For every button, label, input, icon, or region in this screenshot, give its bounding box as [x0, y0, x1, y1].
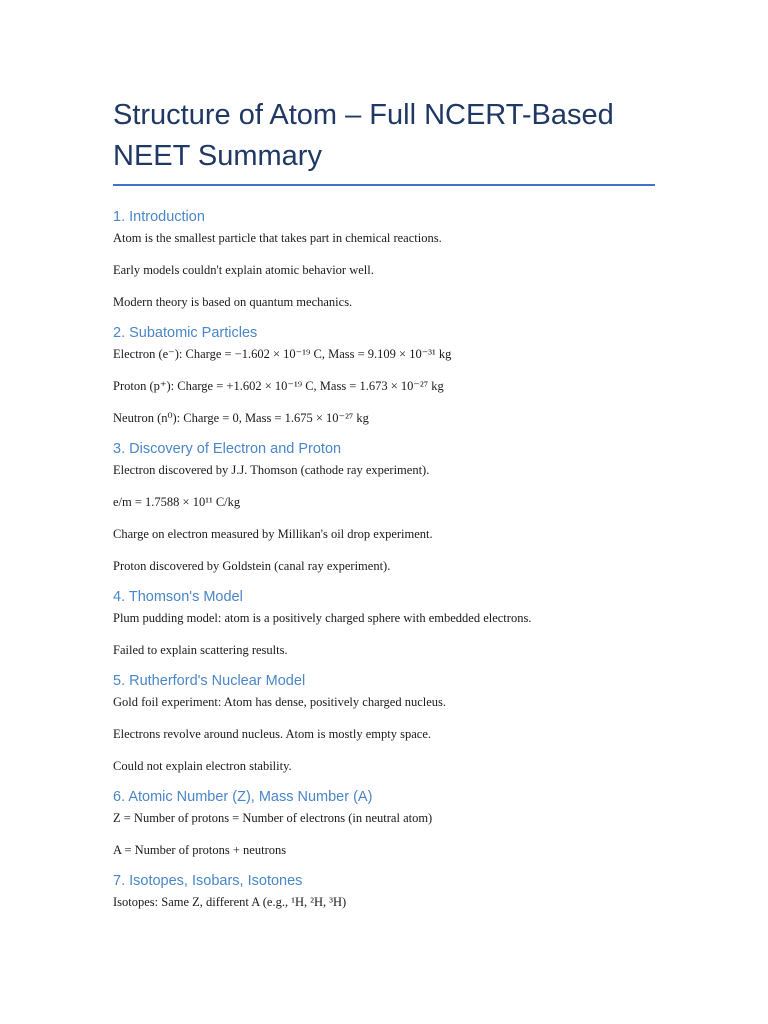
- section-subatomic-particles: [113, 322, 655, 428]
- paragraph: Electrons revolve around nucleus. Atom is mostly empty space.: [113, 727, 431, 741]
- title-underline: [113, 184, 655, 186]
- paragraph: Neutron (n⁰): Charge = 0, Mass = 1.675 × 10⁻²⁷ kg: [113, 411, 369, 425]
- document-title: Structure of Atom – Full NCERT-Based NEET Summary: [113, 99, 614, 172]
- section-introduction: [113, 206, 655, 312]
- paragraph: Early models couldn't explain atomic behavior well.: [113, 263, 374, 277]
- section-heading: 5. Rutherford's Nuclear Model: [113, 673, 306, 689]
- paragraph: A = Number of protons + neutrons: [113, 843, 287, 857]
- paragraph: e/m = 1.7588 × 10¹¹ C/kg: [113, 495, 241, 509]
- paragraph: Electron discovered by J.J. Thomson (cathode ray experiment).: [113, 463, 430, 477]
- document-page: [113, 95, 655, 912]
- section-heading: 6. Atomic Number (Z), Mass Number (A): [113, 789, 373, 805]
- paragraph: Z = Number of protons = Number of electrons (in neutral atom): [113, 811, 433, 825]
- section-heading: 4. Thomson's Model: [113, 589, 243, 605]
- paragraph: Isotopes: Same Z, different A (e.g., ¹H, ²H, ³H): [113, 895, 347, 909]
- paragraph: Electron (e⁻): Charge = −1.602 × 10⁻¹⁹ C, Mass = 9.109 × 10⁻³¹ kg: [113, 347, 452, 361]
- paragraph: Plum pudding model: atom is a positively charged sphere with embedded electrons.: [113, 611, 532, 625]
- section-thomson-model: [113, 586, 655, 660]
- section-atomic-mass-number: [113, 786, 655, 860]
- paragraph: Failed to explain scattering results.: [113, 643, 288, 657]
- paragraph: Gold foil experiment: Atom has dense, positively charged nucleus.: [113, 695, 447, 709]
- section-heading: 3. Discovery of Electron and Proton: [113, 441, 342, 457]
- paragraph: Proton discovered by Goldstein (canal ray experiment).: [113, 559, 391, 573]
- paragraph: Atom is the smallest particle that takes part in chemical reactions.: [113, 231, 442, 245]
- section-rutherford-model: [113, 670, 655, 776]
- paragraph: Modern theory is based on quantum mechanics.: [113, 295, 353, 309]
- section-isotopes: [113, 870, 655, 912]
- section-heading: 7. Isotopes, Isobars, Isotones: [113, 873, 303, 889]
- paragraph: Charge on electron measured by Millikan's oil drop experiment.: [113, 527, 433, 541]
- paragraph: Could not explain electron stability.: [113, 759, 292, 773]
- section-heading: 1. Introduction: [113, 209, 205, 225]
- paragraph: Proton (p⁺): Charge = +1.602 × 10⁻¹⁹ C, Mass = 1.673 × 10⁻²⁷ kg: [113, 379, 444, 393]
- section-discovery: [113, 438, 655, 576]
- section-heading: 2. Subatomic Particles: [113, 325, 258, 341]
